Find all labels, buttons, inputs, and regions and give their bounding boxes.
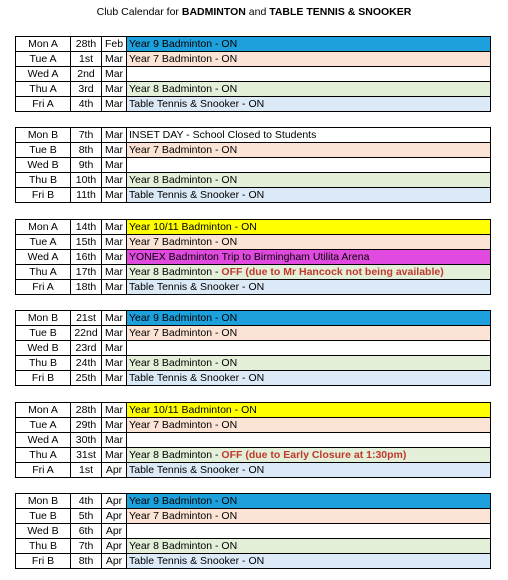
event-text: Year 10/11 Badminton - ON (129, 404, 257, 416)
date-cell: 8th (71, 554, 102, 569)
month-cell: Mar (102, 403, 127, 418)
event-text: Year 10/11 Badminton - ON (129, 221, 257, 233)
event-cell (127, 509, 491, 524)
event-text: Year 8 Badminton - ON (129, 540, 238, 552)
month-cell: Apr (102, 524, 127, 539)
event-text: INSET DAY - School Closed to Students (129, 129, 317, 141)
event-text: Year 8 Badminton - ON (129, 174, 238, 186)
calendar-row (16, 52, 491, 67)
event-text: Year 8 Badminton - (129, 449, 222, 461)
month-cell: Mar (102, 418, 127, 433)
event-cell (127, 448, 491, 463)
event-cell (127, 265, 491, 280)
event-cell (127, 220, 491, 235)
calendar-row (16, 403, 491, 418)
month-cell: Mar (102, 326, 127, 341)
event-cell (127, 311, 491, 326)
day-cell: Fri B (16, 188, 71, 203)
calendar-row (16, 509, 491, 524)
event-text: Year 8 Badminton - ON (129, 357, 238, 369)
title-prefix: Club Calendar for (96, 6, 182, 18)
event-cell (127, 143, 491, 158)
month-cell: Mar (102, 188, 127, 203)
date-cell: 30th (71, 433, 102, 448)
month-cell: Mar (102, 235, 127, 250)
event-text: Year 8 Badminton - (129, 266, 222, 278)
month-cell: Mar (102, 371, 127, 386)
week-table (15, 127, 491, 203)
date-cell: 14th (71, 220, 102, 235)
day-cell: Tue B (16, 509, 71, 524)
date-cell: 24th (71, 356, 102, 371)
calendar-row (16, 250, 491, 265)
event-cell (127, 371, 491, 386)
day-cell: Tue A (16, 52, 71, 67)
day-cell: Wed A (16, 250, 71, 265)
event-cell (127, 433, 491, 448)
event-cell (127, 326, 491, 341)
date-cell: 23rd (71, 341, 102, 356)
calendar-row (16, 220, 491, 235)
event-text: Year 7 Badminton - ON (129, 53, 238, 65)
event-cell (127, 128, 491, 143)
event-cell (127, 97, 491, 112)
day-cell: Wed B (16, 158, 71, 173)
title-middle: and (245, 6, 270, 18)
month-cell: Mar (102, 67, 127, 82)
event-text: Table Tennis & Snooker - ON (129, 372, 265, 384)
event-text: Year 9 Badminton - ON (129, 312, 238, 324)
day-cell: Mon B (16, 494, 71, 509)
date-cell: 29th (71, 418, 102, 433)
day-cell: Thu A (16, 265, 71, 280)
calendar-row (16, 311, 491, 326)
month-cell: Mar (102, 356, 127, 371)
event-cell (127, 403, 491, 418)
month-cell: Mar (102, 82, 127, 97)
event-text: Table Tennis & Snooker - ON (129, 189, 265, 201)
calendar-row (16, 494, 491, 509)
event-cell (127, 173, 491, 188)
date-cell: 8th (71, 143, 102, 158)
event-cell (127, 280, 491, 295)
event-text: Table Tennis & Snooker - ON (129, 98, 265, 110)
date-cell: 25th (71, 371, 102, 386)
date-cell: 17th (71, 265, 102, 280)
date-cell: 10th (71, 173, 102, 188)
calendar-row (16, 539, 491, 554)
date-cell: 28th (71, 403, 102, 418)
calendar-row (16, 188, 491, 203)
calendar-row (16, 128, 491, 143)
title-table-tennis-snooker: TABLE TENNIS & SNOOKER (269, 6, 412, 18)
day-cell: Thu A (16, 448, 71, 463)
date-cell: 6th (71, 524, 102, 539)
day-cell: Tue B (16, 326, 71, 341)
date-cell: 7th (71, 539, 102, 554)
day-cell: Mon A (16, 37, 71, 52)
day-cell: Wed A (16, 67, 71, 82)
event-text: Year 7 Badminton - ON (129, 236, 238, 248)
calendar-row (16, 265, 491, 280)
month-cell: Mar (102, 52, 127, 67)
date-cell: 21st (71, 311, 102, 326)
day-cell: Mon B (16, 128, 71, 143)
day-cell: Fri B (16, 554, 71, 569)
event-cell (127, 494, 491, 509)
day-cell: Thu B (16, 173, 71, 188)
month-cell: Feb (102, 37, 127, 52)
event-text: Year 7 Badminton - ON (129, 510, 238, 522)
event-cell (127, 463, 491, 478)
calendar-row (16, 97, 491, 112)
event-text: Table Tennis & Snooker - ON (129, 555, 265, 567)
month-cell: Mar (102, 433, 127, 448)
calendar-row (16, 524, 491, 539)
month-cell: Mar (102, 250, 127, 265)
month-cell: Mar (102, 173, 127, 188)
day-cell: Tue A (16, 235, 71, 250)
month-cell: Apr (102, 463, 127, 478)
month-cell: Apr (102, 539, 127, 554)
week-table (15, 493, 491, 569)
day-cell: Tue A (16, 418, 71, 433)
event-text: Year 7 Badminton - ON (129, 419, 238, 431)
event-cell (127, 250, 491, 265)
day-cell: Thu B (16, 356, 71, 371)
date-cell: 1st (71, 52, 102, 67)
calendar-row (16, 37, 491, 52)
month-cell: Apr (102, 494, 127, 509)
week-table (15, 402, 491, 478)
event-cell (127, 524, 491, 539)
event-cell (127, 554, 491, 569)
event-cell (127, 235, 491, 250)
month-cell: Mar (102, 265, 127, 280)
day-cell: Wed A (16, 433, 71, 448)
month-cell: Mar (102, 280, 127, 295)
month-cell: Mar (102, 158, 127, 173)
date-cell: 31st (71, 448, 102, 463)
month-cell: Mar (102, 311, 127, 326)
event-text: YONEX Badminton Trip to Birmingham Utilita Arena (129, 251, 370, 263)
month-cell: Apr (102, 554, 127, 569)
day-cell: Tue B (16, 143, 71, 158)
day-cell: Fri A (16, 97, 71, 112)
date-cell: 15th (71, 235, 102, 250)
date-cell: 1st (71, 463, 102, 478)
day-cell: Mon A (16, 220, 71, 235)
calendar-row (16, 67, 491, 82)
page-title (0, 6, 508, 19)
calendar-row (16, 356, 491, 371)
month-cell: Mar (102, 220, 127, 235)
event-cell (127, 356, 491, 371)
calendar-row (16, 82, 491, 97)
event-text: Year 9 Badminton - ON (129, 495, 238, 507)
calendar-row (16, 235, 491, 250)
day-cell: Thu A (16, 82, 71, 97)
event-text: Table Tennis & Snooker - ON (129, 281, 265, 293)
week-table (15, 219, 491, 295)
calendar-row (16, 341, 491, 356)
calendar-row (16, 433, 491, 448)
calendar-row (16, 371, 491, 386)
event-cell (127, 52, 491, 67)
event-cell (127, 82, 491, 97)
event-cell (127, 539, 491, 554)
week-table (15, 36, 491, 112)
date-cell: 4th (71, 97, 102, 112)
event-cell (127, 188, 491, 203)
month-cell: Mar (102, 143, 127, 158)
month-cell: Mar (102, 128, 127, 143)
calendar-row (16, 158, 491, 173)
event-cell (127, 418, 491, 433)
date-cell: 11th (71, 188, 102, 203)
date-cell: 4th (71, 494, 102, 509)
day-cell: Fri A (16, 280, 71, 295)
event-text: Year 9 Badminton - ON (129, 38, 238, 50)
event-text: Year 7 Badminton - ON (129, 327, 238, 339)
date-cell: 9th (71, 158, 102, 173)
calendar-row (16, 326, 491, 341)
calendar-row (16, 280, 491, 295)
date-cell: 16th (71, 250, 102, 265)
date-cell: 3rd (71, 82, 102, 97)
day-cell: Mon B (16, 311, 71, 326)
event-text: Year 8 Badminton - ON (129, 83, 238, 95)
date-cell: 22nd (71, 326, 102, 341)
calendar-row (16, 554, 491, 569)
date-cell: 28th (71, 37, 102, 52)
day-cell: Fri B (16, 371, 71, 386)
event-text: Year 7 Badminton - ON (129, 144, 238, 156)
calendar-row (16, 418, 491, 433)
month-cell: Mar (102, 448, 127, 463)
event-cell (127, 37, 491, 52)
calendar-row (16, 143, 491, 158)
calendar-row (16, 448, 491, 463)
date-cell: 18th (71, 280, 102, 295)
day-cell: Wed B (16, 524, 71, 539)
date-cell: 2nd (71, 67, 102, 82)
month-cell: Mar (102, 341, 127, 356)
day-cell: Fri A (16, 463, 71, 478)
event-cell (127, 158, 491, 173)
day-cell: Thu B (16, 539, 71, 554)
calendar-row (16, 173, 491, 188)
date-cell: 5th (71, 509, 102, 524)
date-cell: 7th (71, 128, 102, 143)
day-cell: Mon A (16, 403, 71, 418)
event-off-note: OFF (due to Early Closure at 1:30pm) (221, 449, 407, 461)
event-off-note: OFF (due to Mr Hancock not being available) (221, 266, 444, 278)
calendar-row (16, 463, 491, 478)
month-cell: Apr (102, 509, 127, 524)
event-cell (127, 67, 491, 82)
day-cell: Wed B (16, 341, 71, 356)
month-cell: Mar (102, 97, 127, 112)
event-cell (127, 341, 491, 356)
week-table (15, 310, 491, 386)
title-badminton: BADMINTON (181, 6, 246, 18)
event-text: Table Tennis & Snooker - ON (129, 464, 265, 476)
